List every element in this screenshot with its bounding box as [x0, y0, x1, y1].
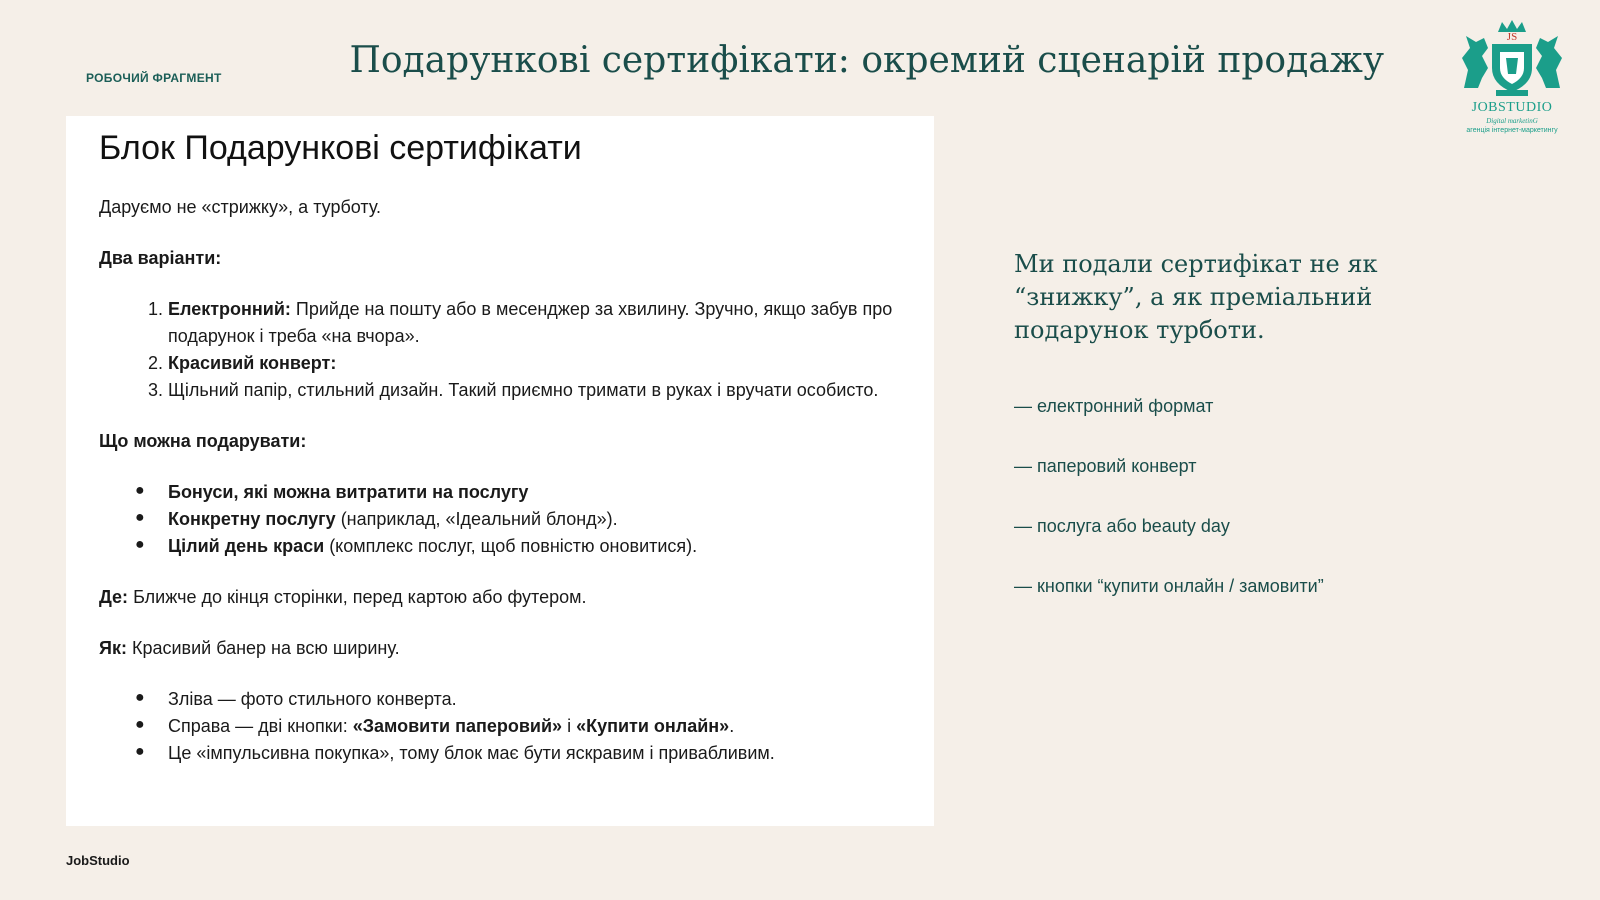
how-list [99, 686, 904, 767]
side-list [1014, 396, 1324, 636]
page-title: Подарункові сертифікати: окремий сценарій продажу [349, 40, 1384, 81]
list-item: ● Це «імпульсивна покупка», тому блок має бути яскравим і привабливим. [135, 743, 775, 764]
doc-heading: Блок Подарункові сертифікати [99, 129, 582, 167]
where-paragraph: Де: Ближче до кінця сторінки, перед картою або футером. [99, 587, 587, 608]
logo-brand: JOBSTUDIO [1471, 100, 1553, 115]
logo-emblem-icon [1458, 18, 1566, 102]
svg-text:JS: JS [1506, 31, 1518, 43]
list-item: ● Конкретну послугу (наприклад, «Ідеальний блонд»). [135, 509, 618, 530]
list-item: 2. Красивий конверт: [168, 350, 904, 377]
list-item: 1. Електронний: Прийде на пошту або в месенджер за хвилину. Зручно, якщо забув про подарунок і треба «на вчора». [168, 296, 904, 350]
logo-subtitle: агенція інтернет-маркетингу [1466, 127, 1558, 134]
gift-title: Що можна подарувати: [99, 431, 307, 452]
list-item: 3. Щільний папір, стильний дизайн. Такий приємно тримати в руках і вручати особисто. [168, 377, 904, 404]
side-list-item: — кнопки “купити онлайн / замовити” [1014, 576, 1324, 596]
list-item: ● Цілий день краси (комплекс послуг, щоб повністю оновитися). [135, 536, 698, 557]
list-item: ● Справа — дві кнопки: «Замовити паперовий» і «Купити онлайн». [135, 716, 735, 737]
jobstudio-logo [1458, 18, 1566, 138]
side-list-item: — паперовий конверт [1014, 456, 1197, 476]
side-quote: Ми подали сертифікат не як “знижку”, а як преміальний подарунок турботи. [1014, 250, 1378, 345]
side-list-item: — електронний формат [1014, 396, 1214, 416]
variants-title: Два варіанти: [99, 248, 222, 269]
list-item: ● Зліва — фото стильного конверта. [135, 689, 457, 710]
document-screenshot [66, 116, 934, 826]
side-list-item: — послуга або beauty day [1014, 516, 1230, 536]
logo-tagline: Digital marketinG [1486, 117, 1538, 125]
footer-brand: JobStudio [66, 853, 130, 868]
gifts-list [99, 479, 904, 560]
list-item: ● Бонуси, які можна витратити на послугу [135, 482, 529, 503]
doc-intro: Даруємо не «стрижку», а турботу. [99, 197, 382, 218]
variants-list [99, 296, 904, 404]
how-paragraph: Як: Красивий банер на всю ширину. [99, 638, 400, 659]
section-tag: РОБОЧИЙ ФРАГМЕНТ [86, 71, 222, 85]
